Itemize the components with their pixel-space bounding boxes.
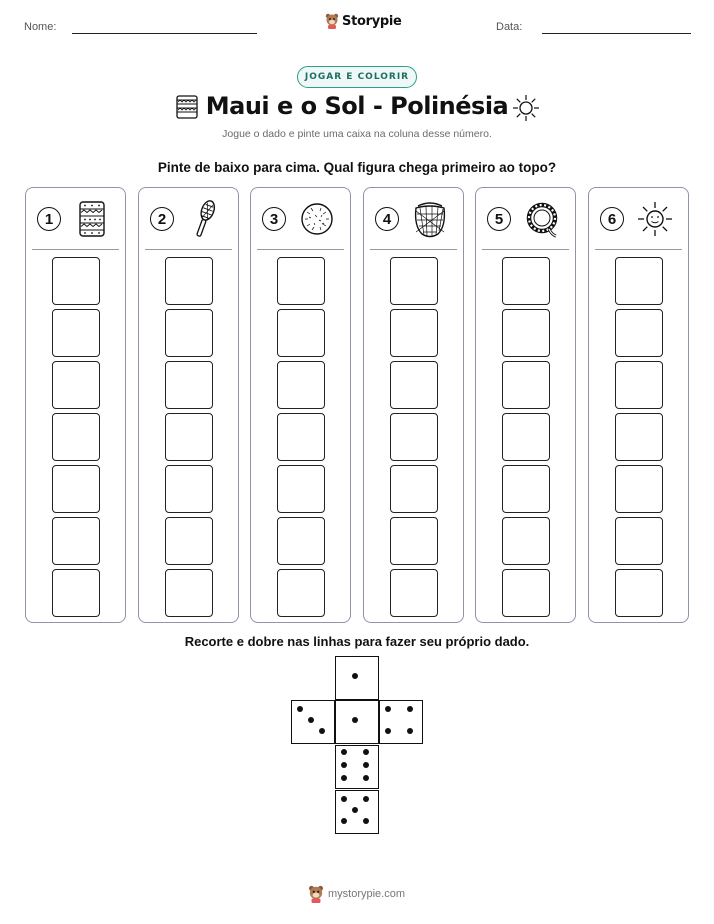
color-box[interactable] [52,465,100,513]
column-divider [595,249,682,250]
color-box[interactable] [502,413,550,461]
bear-mascot-icon [308,885,324,903]
die-pip [319,728,325,734]
die-face-5 [335,790,379,834]
color-box[interactable] [165,361,213,409]
color-box[interactable] [52,569,100,617]
die-pip [407,706,413,712]
die-pip [341,775,347,781]
game-instruction: Pinte de baixo para cima. Qual figura chega primeiro ao topo? [157,160,557,175]
color-box[interactable] [390,465,438,513]
die-pip [363,762,369,768]
name-label: Nome: [24,21,57,33]
color-box[interactable] [165,257,213,305]
category-badge: JOGAR E COLORIR [297,66,417,88]
page-title: Maui e o Sol - Polinésia [205,92,509,120]
rope-coil-icon [522,198,562,240]
color-box[interactable] [52,309,100,357]
die-face-4 [379,700,423,744]
tapa-cloth-icon [72,198,112,240]
color-box[interactable] [615,465,663,513]
die-pip [385,728,391,734]
color-box[interactable] [165,309,213,357]
color-box[interactable] [615,257,663,305]
column-divider [32,249,119,250]
footer-url: mystorypie.com [328,888,406,900]
color-box[interactable] [390,517,438,565]
die-face-3 [291,700,335,744]
color-box[interactable] [615,517,663,565]
brand-logo [325,13,402,29]
die-pip [352,673,358,679]
color-box[interactable] [52,413,100,461]
color-box[interactable] [390,257,438,305]
die-face-6 [335,745,379,789]
column-divider [370,249,457,250]
color-box[interactable] [165,569,213,617]
column-number: 4 [375,207,399,231]
color-box[interactable] [615,309,663,357]
die-pip [341,762,347,768]
die-pip [352,807,358,813]
color-box[interactable] [277,257,325,305]
color-box[interactable] [165,517,213,565]
die-pip [341,818,347,824]
column-1 [25,187,126,623]
color-box[interactable] [277,309,325,357]
subtitle: Jogue o dado e pinte uma caixa na coluna desse número. [222,128,492,140]
color-box[interactable] [165,465,213,513]
column-number: 5 [487,207,511,231]
color-box[interactable] [502,257,550,305]
column-4 [363,187,464,623]
color-box[interactable] [615,413,663,461]
column-3 [250,187,351,623]
color-box[interactable] [615,569,663,617]
column-number: 2 [150,207,174,231]
bear-mascot-icon [325,13,339,29]
die-face-1 [335,700,379,744]
color-box[interactable] [277,465,325,513]
die-pip [341,796,347,802]
color-box[interactable] [502,465,550,513]
date-label: Data: [496,21,523,33]
sun-icon [635,198,675,240]
die-pip [363,796,369,802]
brand-name: Storypie [342,13,402,29]
die-face-1 [335,656,379,700]
die-pip [297,706,303,712]
color-box[interactable] [52,517,100,565]
color-box[interactable] [502,517,550,565]
coconut-icon [297,198,337,240]
color-box[interactable] [502,309,550,357]
color-box[interactable] [165,413,213,461]
column-number: 1 [37,207,61,231]
color-box[interactable] [502,569,550,617]
die-pip [407,728,413,734]
net-bag-icon [410,198,450,240]
column-6 [588,187,689,623]
color-box[interactable] [390,413,438,461]
footer [308,885,405,903]
cut-instruction: Recorte e dobre nas linhas para fazer seu próprio dado. [184,634,530,649]
die-pip [341,749,347,755]
column-2 [138,187,239,623]
column-divider [145,249,232,250]
column-divider [257,249,344,250]
fan-icon [185,198,225,240]
sun-icon [512,94,540,122]
die-pip [352,717,358,723]
color-box[interactable] [277,517,325,565]
date-line[interactable] [542,33,691,34]
die-pip [385,706,391,712]
color-box[interactable] [52,257,100,305]
color-box[interactable] [390,361,438,409]
die-pip [363,818,369,824]
die-pip [363,749,369,755]
column-number: 3 [262,207,286,231]
color-box[interactable] [390,309,438,357]
color-box[interactable] [52,361,100,409]
color-box[interactable] [277,413,325,461]
column-divider [482,249,569,250]
column-5 [475,187,576,623]
color-box[interactable] [277,569,325,617]
color-box[interactable] [615,361,663,409]
color-box[interactable] [390,569,438,617]
die-pip [308,717,314,723]
color-box[interactable] [277,361,325,409]
name-line[interactable] [72,33,257,34]
color-box[interactable] [502,361,550,409]
column-number: 6 [600,207,624,231]
die-pip [363,775,369,781]
